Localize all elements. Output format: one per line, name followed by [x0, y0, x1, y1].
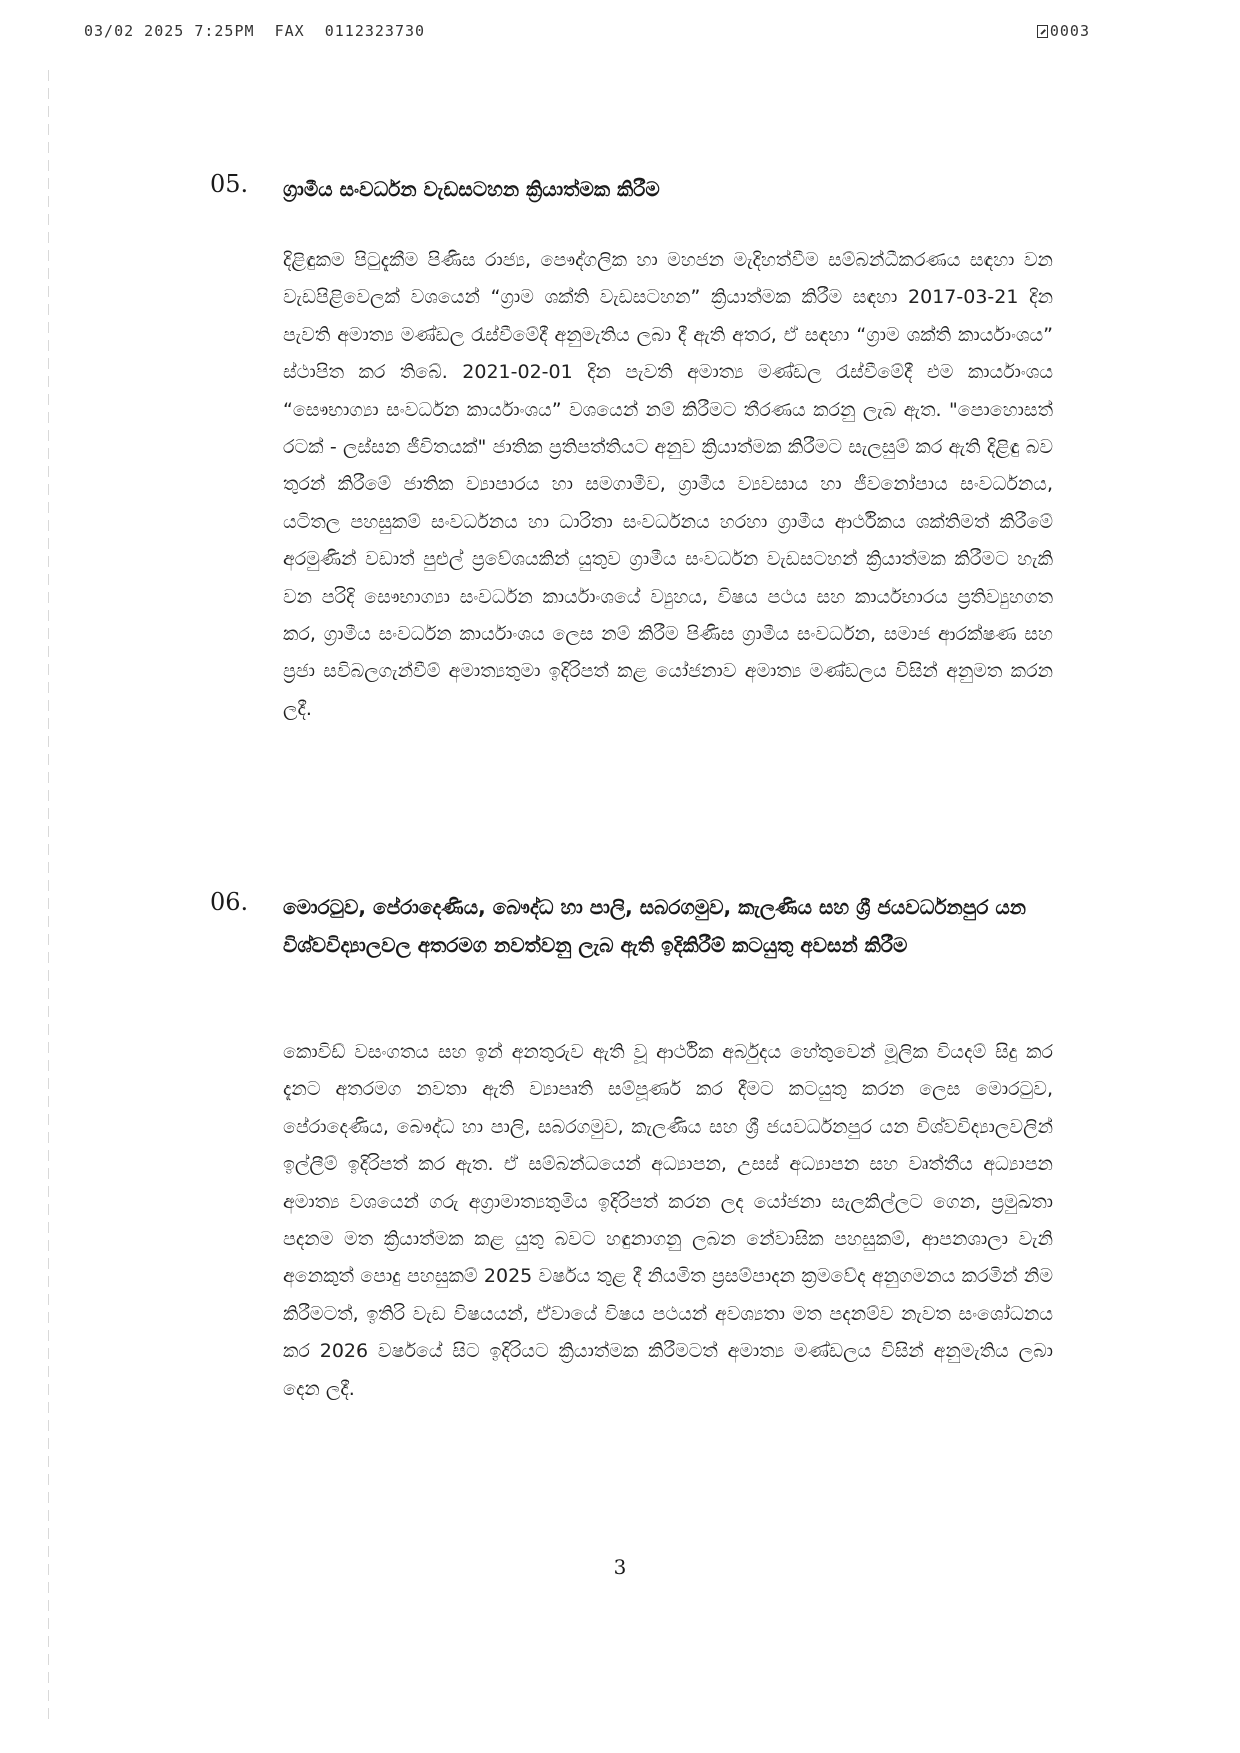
section-05-number: 05.	[210, 170, 249, 198]
fax-time: 7:25PM	[194, 22, 255, 40]
fax-date: 03/02 2025	[84, 22, 185, 40]
page-number: 3	[613, 1555, 627, 1579]
fax-checkbox-icon	[1037, 25, 1048, 38]
section-05-body: දිළිඳුකම පිටුදැකීම පිණිස රාජ්‍ය, පෞද්ගලික හා මහජන මැදිහත්වීම සම්බන්ධීකරණය සඳහා වන වැඩපිළිවෙලක් වශයෙන් “ග්‍රාම ශක්ති වැඩසටහන” ක්‍රියාත්මක කිරීම සඳහා 2017-03-21 දින පැවති අමාත්‍ය මණ්ඩල රැස්වීමේදී අනුමැතිය ලබා දී ඇති අතර, ඒ සඳහා “ග්‍රාම ශක්ති කාර්යාංශය” ස්ථාපිත කර තිබේ. 2021-02-01 දින පැවති අමාත්‍ය මණ්ඩල රැස්වීමේදී එම කාර්යාංශය “සෞභාග්‍යා සංවර්ධන කාර්යාංශය” වශයෙන් නම් කිරීමට තීරණය කරනු ලැබ ඇත. "පොහොසත් රටක් - ලස්සන ජීවිතයක්" ජාතික ප්‍රතිපත්තියට අනුව ක්‍රියාත්මක කිරීමට සැලසුම් කර ඇති දිළිඳු බව තුරන් කිරීමේ ජාතික ව්‍යාපාරය හා සමගාමීව, ග්‍රාමීය ව්‍යවසාය හා ජීවනෝපාය සංවර්ධනය, යටිතල පහසුකම් සංවර්ධනය හා ධාරිතා සංවර්ධනය හරහා ග්‍රාමීය ආර්ථිකය ශක්තිමත් කිරීමේ අරමුණින් වඩාත් පුළුල් ප්‍රවේශයකින් යුතුව ග්‍රාමීය සංවර්ධන වැඩසටහන් ක්‍රියාත්මක කිරීමට හැකි වන පරිදි සෞභාග්‍යා සංවර්ධන කාර්යාංශයේ ව්‍යුහය, විෂය පථය සහ කාර්යභාරය ප්‍රතිව්‍යුහගත කර, ග්‍රාමීය සංවර්ධන කාර්යාංශය ලෙස නම් කිරීම පිණිස ග්‍රාමීය සංවර්ධන, සමාජ ආරක්ෂණ සහ ප්‍රජා සවිබලගැන්වීම් අමාත්‍යතුමා ඉදිරිපත් කළ යෝජනාව අමාත්‍ය මණ්ඩලය විසින් අනුමත කරන ලදී.	[283, 249, 1053, 720]
section-06-number: 06.	[210, 888, 249, 916]
fax-number: 0112323730	[324, 22, 426, 40]
fax-label: FAX	[274, 22, 305, 40]
section-06-body: කොවිඩ් වසංගතය සහ ඉන් අනතුරුව ඇති වූ ආර්ථික අර්බුදය හේතුවෙන් මූලික වියදම් සිදු කර දැනට අතරමග නවතා ඇති ව්‍යාපෘති සම්පූර්ණ කර දීමට කටයුතු කරන ලෙස මොරටුව, පේරාදෙණිය, බෞද්ධ හා පාලි, සබරගමුව, කැලණිය සහ ශ්‍රී ජයවර්ධනපුර යන විශ්වවිද්‍යාලවලින් ඉල්ලීම් ඉදිරිපත් කර ඇත. ඒ සම්බන්ධයෙන් අධ්‍යාපන, උසස් අධ්‍යාපන සහ වෘත්තීය අධ්‍යාපන අමාත්‍ය වශයෙන් ගරු අග්‍රාමාත්‍යතුමිය ඉදිරිපත් කරන ලද යෝජනා සැලකිල්ලට ගෙන, ප්‍රමුඛතා පදනම මත ක්‍රියාත්මක කළ යුතු බවට හඳුනාගනු ලබන නේවාසික පහසුකම්, ආපනශාලා වැනි අනෙකුත් පොදු පහසුකම් 2025 වර්ෂය තුළ දී නියමිත ප්‍රසම්පාදන ක්‍රමවේද අනුගමනය කරමින් නිම කිරීමටත්, ඉතිරි වැඩ විෂයයන්, ඒවායේ විෂය පථයන් අවශ්‍යතා මත පදනම්ව නැවත සංශෝධනය කර 2026 වර්ෂයේ සිට ඉදිරියට ක්‍රියාත්මක කිරීමටත් අමාත්‍ය මණ්ඩලය විසින් අනුමැතිය ලබා දෙන ලදී.	[283, 1041, 1053, 1400]
section-05-title: ග්‍රාමීය සංවර්ධන වැඩසටහන ක්‍රියාත්මක කිරීම	[283, 177, 660, 201]
fax-header-left	[84, 22, 425, 40]
fax-page-code-text: 0003	[1049, 22, 1090, 40]
fax-header	[84, 22, 1090, 46]
fax-page-code	[1037, 22, 1090, 40]
scan-margin-line	[48, 70, 49, 1720]
section-06-title: මොරටුව, පේරාදෙණිය, බෞද්ධ හා පාලි, සබරගමුව, කැලණිය සහ ශ්‍රී ජයවර්ධනපුර යන විශ්වවිද්‍යාලවල අතරමග නවත්වනු ලැබ ඇති ඉදිකිරීම් කටයුතු අවසන් කිරීම	[283, 895, 1026, 957]
